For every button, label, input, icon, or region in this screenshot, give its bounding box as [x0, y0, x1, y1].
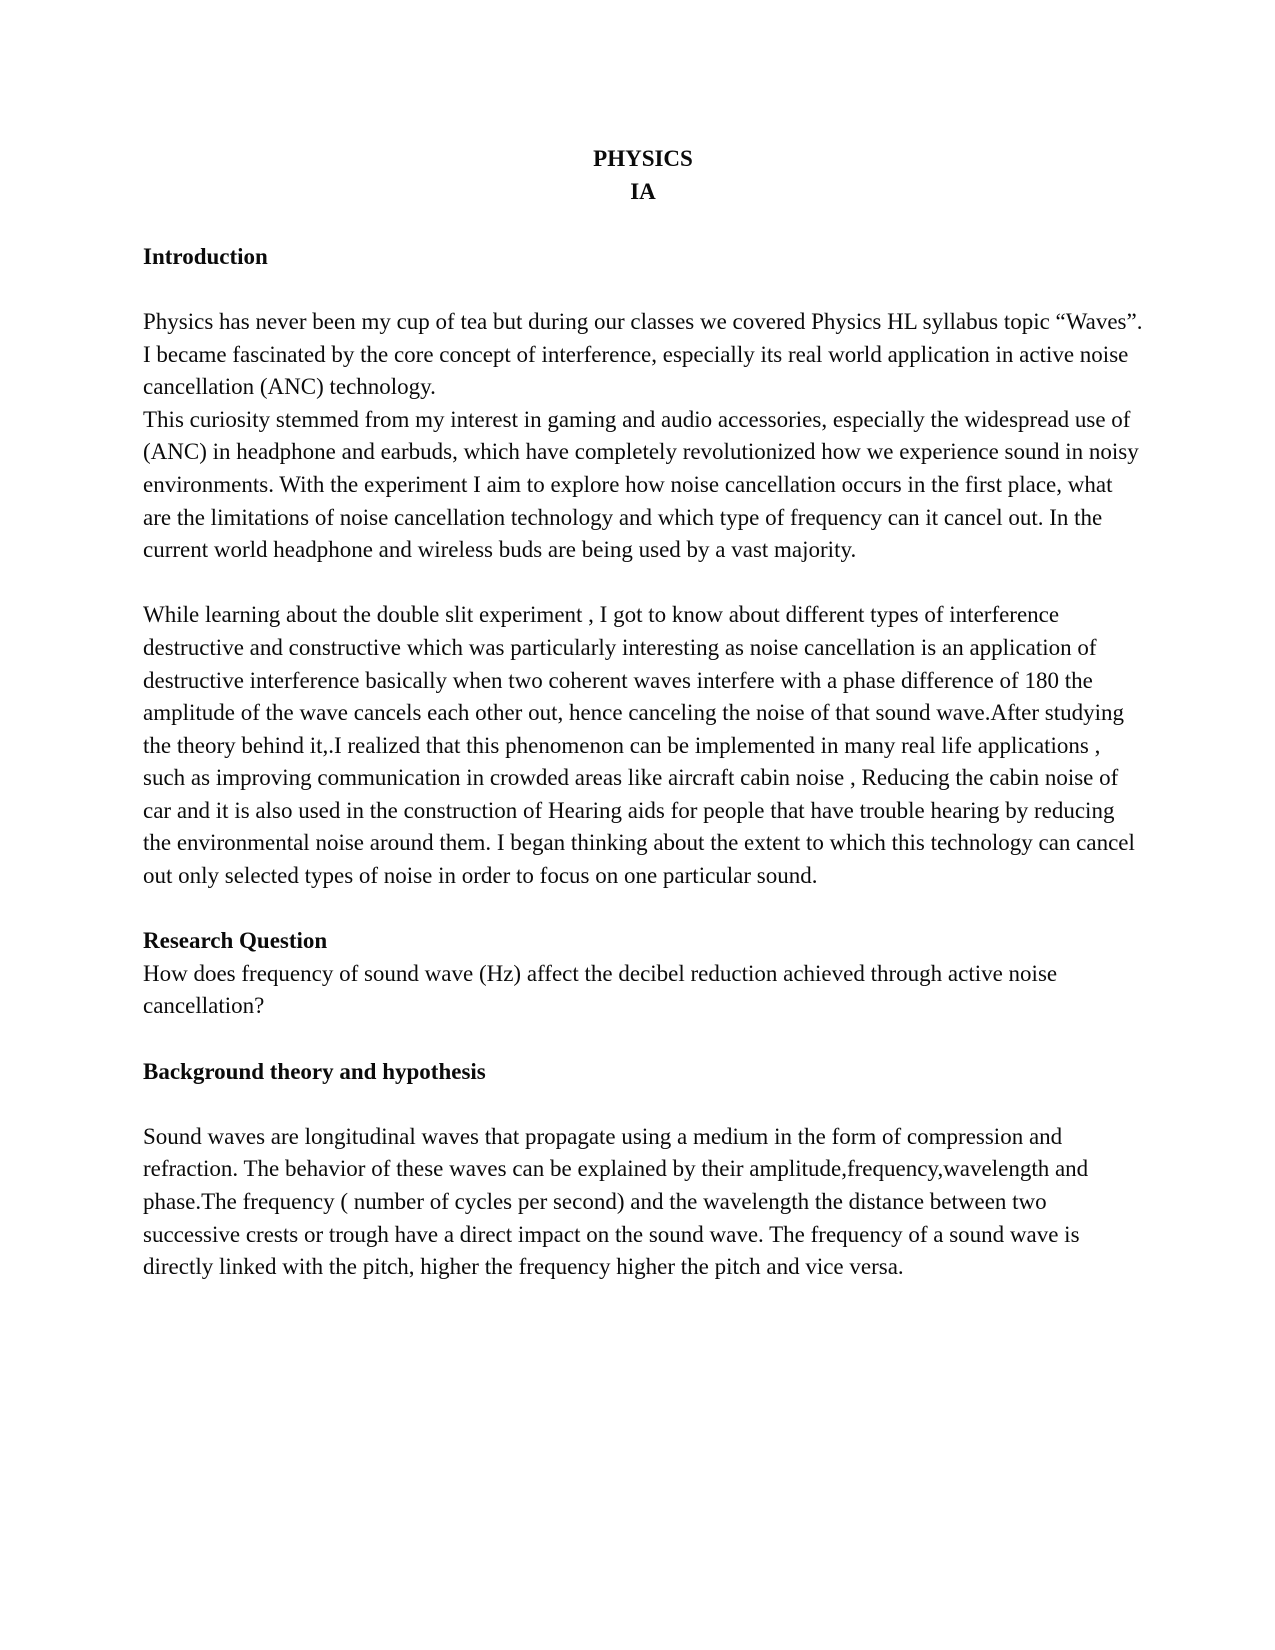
doc-title-line-2: IA [630, 178, 656, 204]
document-content [143, 143, 1143, 1284]
section-heading-research-question: Research Question [143, 928, 328, 954]
section-heading-introduction: Introduction [143, 243, 268, 269]
introduction-paragraph-2: This curiosity stemmed from my interest in gaming and audio accessories, especially the widespread use of (ANC) in headphone and earbuds, which have completely revolutionized how we experience sound in noisy environments. With the experiment I aim to explore how noise cancellation occurs in the first place, what are the limitations of noise cancellation technology and which type of frequency can it cancel out. In the current world headphone and wireless buds are being used by a vast majority. [143, 406, 1139, 563]
research-question-text: How does frequency of sound wave (Hz) affect the decibel reduction achieved through active noise cancellation? [143, 960, 1058, 1019]
section-heading-background-theory: Background theory and hypothesis [143, 1058, 486, 1084]
introduction-paragraph-3: While learning about the double slit experiment , I got to know about different types of interference destructive and constructive which was particularly interesting as noise cancellation is an application of destructive interference basically when two coherent waves interfere with a phase difference of 180 the amplitude of the wave cancels each other out, hence canceling the noise of that sound wave.After studying the theory behind it,.I realized that this phenomenon can be implemented in many real life applications , such as improving communication in crowded areas like aircraft cabin noise , Reducing the cabin noise of car and it is also used in the construction of Hearing aids for people that have trouble hearing by reducing the environmental noise around them. I began thinking about the extent to which this technology can cancel out only selected types of noise in order to focus on one particular sound. [143, 602, 1135, 889]
introduction-paragraph-1: Physics has never been my cup of tea but during our classes we covered Physics HL syllabus topic “Waves”. I became fascinated by the core concept of interference, especially its real world application in active noise cancellation (ANC) technology. [143, 308, 1143, 400]
doc-title-line-1: PHYSICS [593, 146, 693, 171]
background-theory-text: Sound waves are longitudinal waves that propagate using a medium in the form of compression and refraction. The behavior of these waves can be explained by their amplitude,frequency,wavelength and phase.The frequency ( number of cycles per second) and the wavelength the distance between two successive crests or trough have a direct impact on the sound wave. The frequency of a sound wave is directly linked with the pitch, higher the frequency higher the pitch and vice versa. [143, 1123, 1089, 1280]
